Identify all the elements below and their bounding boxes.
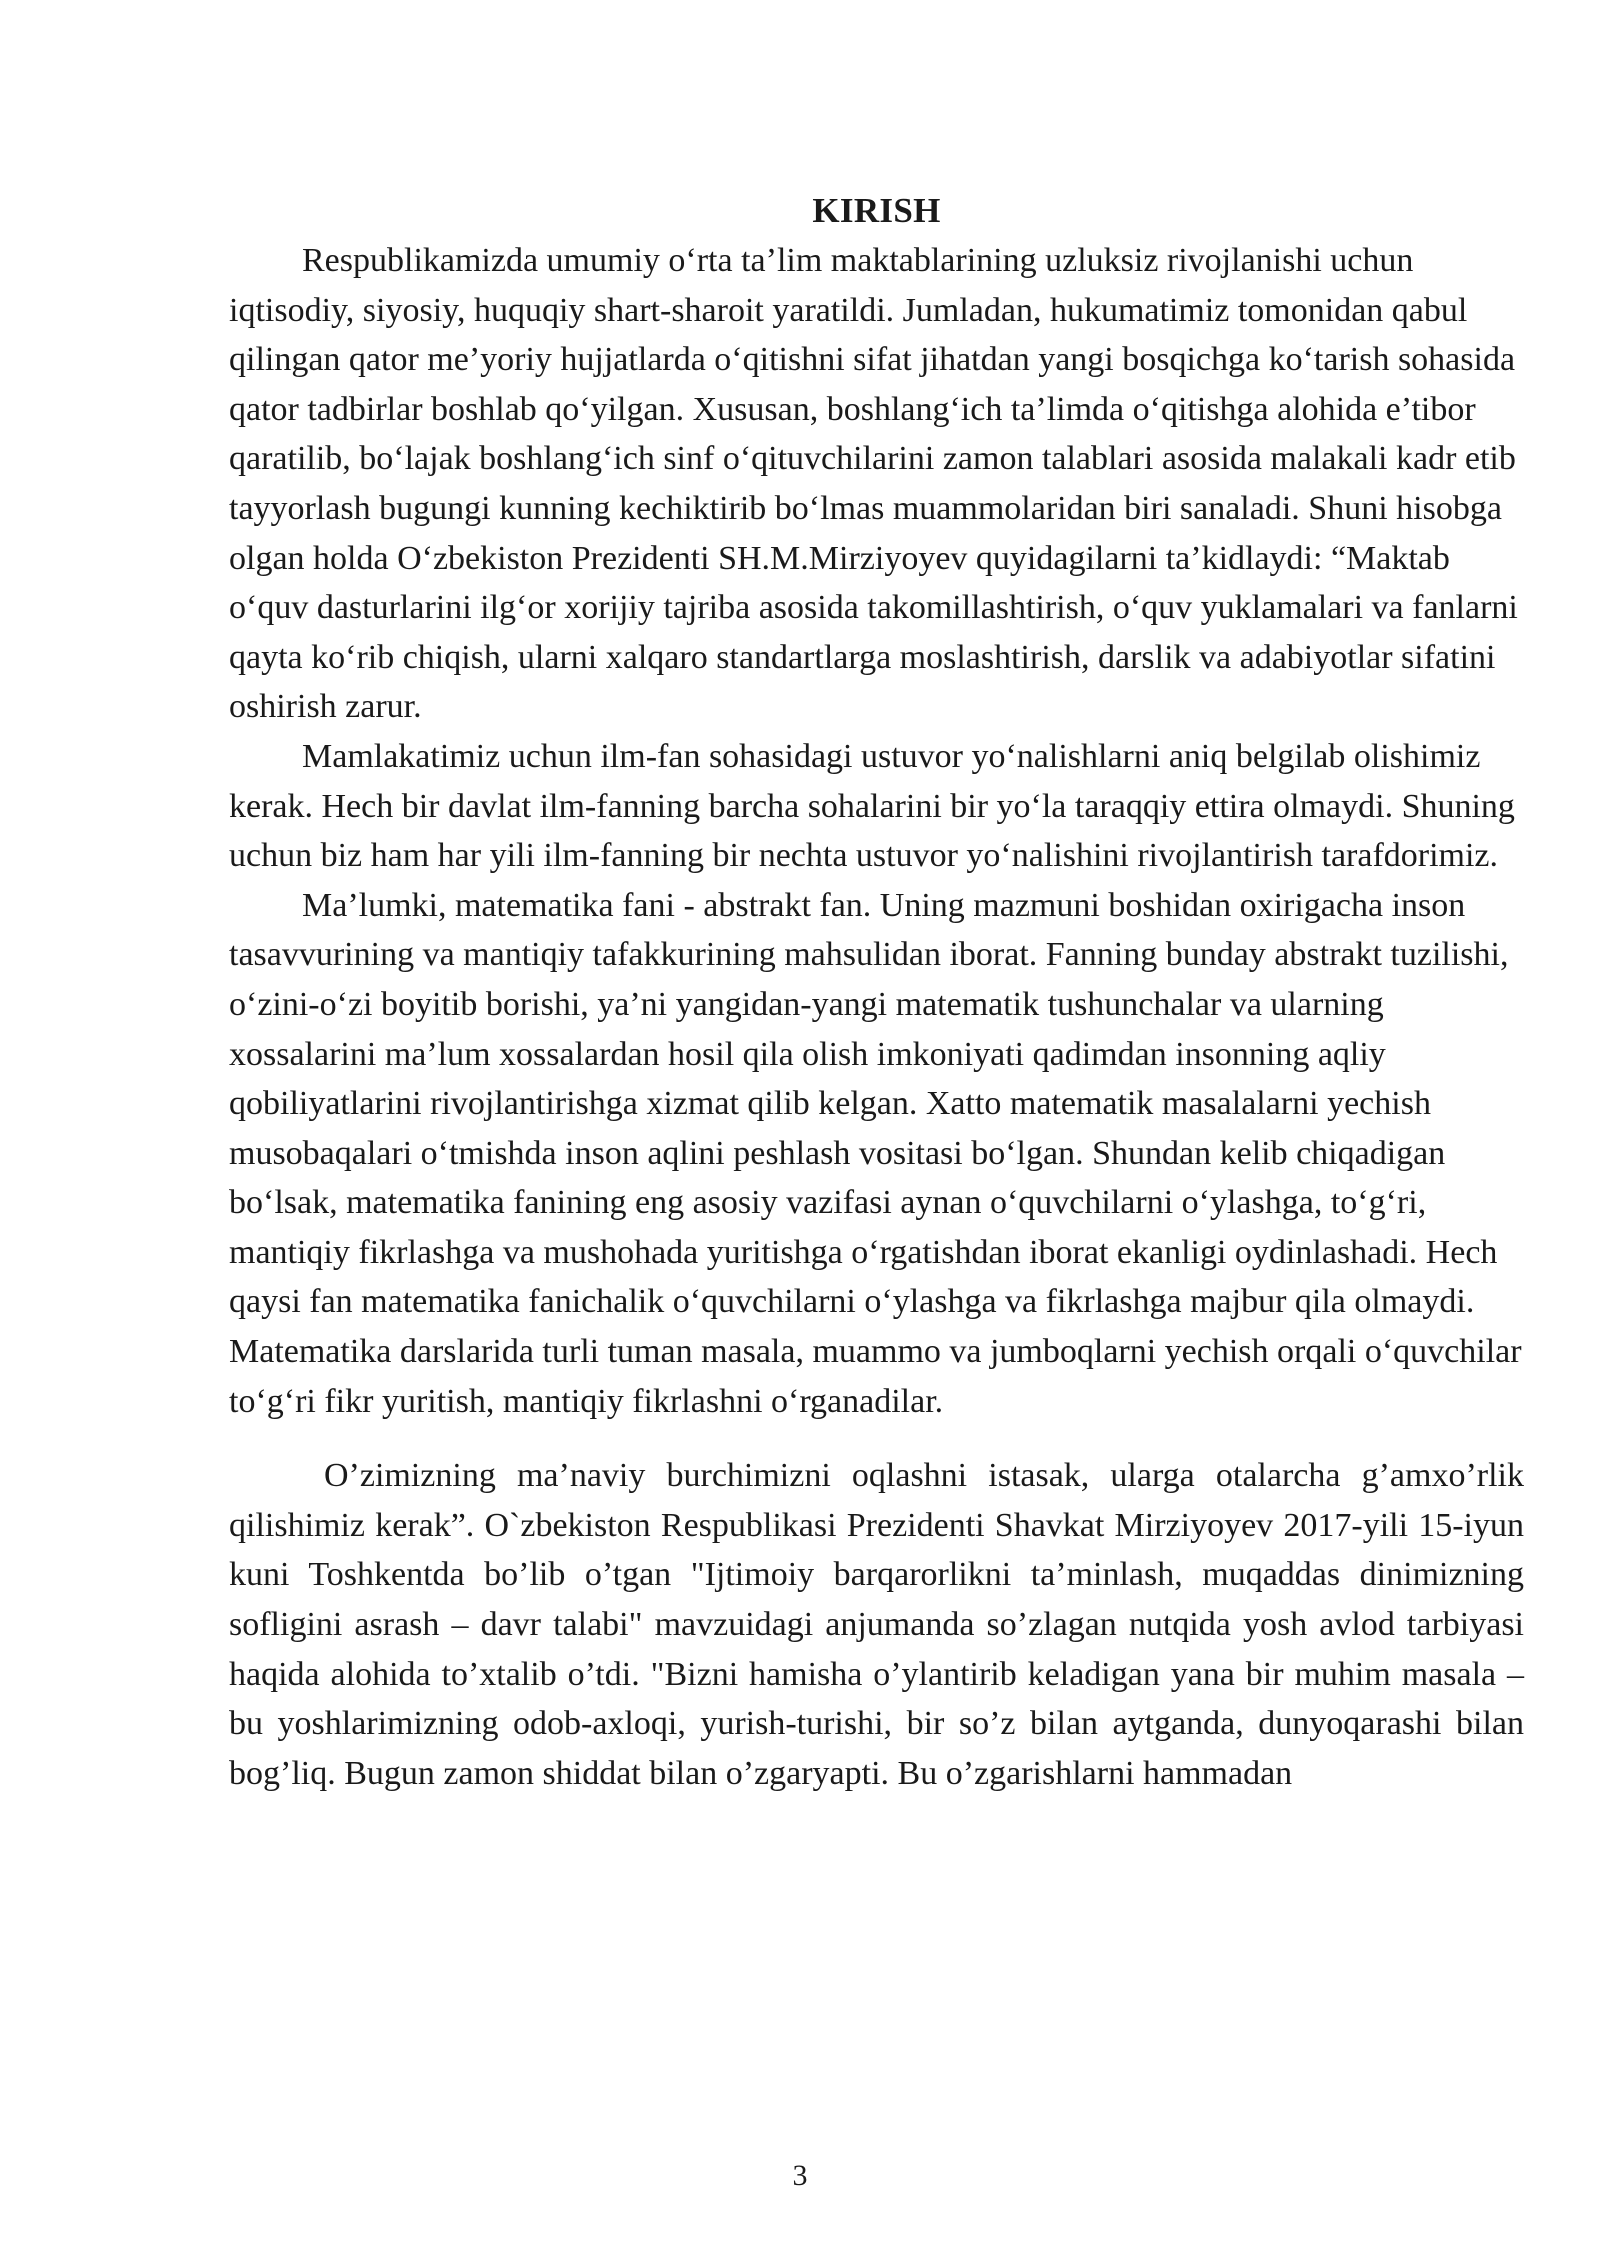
- page-title: KIRISH: [812, 191, 941, 230]
- paragraph-mathematics: Ma’lumki, matematika fani - abstrakt fan. Uning mazmuni boshidan oxirigacha inson tasavvurining va mantiqiy tafakkurining mahsulidan iborat. Fanning bunday abstrakt tuzilishi, o‘zini-o‘zi boyitib borishi, ya’ni yangidan-yangi matematik tushunchalar va ularning xossalarini ma’lum xossalardan hosil qila olish imkoniyati qadimdan insonning aqliy qobiliyatlarini rivojlantirishga xizmat qilib kelgan. Xatto matematik masalalarni yechish musobaqalari o‘tmishda inson aqlini peshlash vositasi bo‘lgan. Shundan kelib chiqadigan bo‘lsak, matematika fanining eng asosiy vazifasi aynan o‘quvchilarni o‘ylashga, to‘g‘ri, mantiqiy fikrlashga va mushohada yuritishga o‘rgatishdan iborat ekanligi oydinlashadi. Hech qaysi fan matematika fanichalik o‘quvchilarni o‘ylashga va fikrlashga majbur qila olmaydi. Matematika darslarida turli tuman masala, muammo va jumboqlarni yechish orqali o‘quvchilar to‘g‘ri fikr yuritish, mantiqiy fikrlashni o‘rganadilar.: [229, 886, 1522, 1420]
- paragraph-science-priorities: Mamlakatimiz uchun ilm-fan sohasidagi ustuvor yo‘nalishlarni aniq belgilab olishimiz kerak. Hech bir davlat ilm-fanning barcha sohalarini bir yo‘la taraqqiy ettira olmaydi. Shuning uchun biz ham har yili ilm-fanning bir nechta ustuvor yo‘nalishini rivojlantirish tarafdorimiz.: [229, 737, 1515, 875]
- paragraph-youth-education: O’zimizning ma’naviy burchimizni oqlashni istasak, ularga otalarcha g’amxo’rlik qilishimiz kerak”. O`zbekiston Respublikasi Prezidenti Shavkat Mirziyoyev 2017-yili 15-iyun kuni Toshkentda bo’lib o’tgan "Ijtimoiy barqarorlikni ta’minlash, muqaddas dinimizning sofligini asrash – davr talabi" mavzuidagi anjumanda so’zlagan nutqida yosh avlod tarbiyasi haqida alohida to’xtalib o’tdi. "Bizni hamisha o’ylantirib keladigan yana bir muhim masala – bu yoshlarimizning odob-axloqi, yurish-turishi, bir so’z bilan aytganda, dunyoqarashi bilan bog’liq. Bugun zamon shiddat bilan o’zgaryapti. Bu o’zgarishlarni hammadan: [229, 1457, 1524, 1792]
- page-content: [229, 186, 1524, 1798]
- page-number: 3: [792, 2159, 808, 2192]
- paragraph-intro: Respublikamizda umumiy o‘rta ta’lim maktablarining uzluksiz rivojlanishi uchun iqtisodiy, siyosiy, huquqiy shart-sharoit yaratildi. Jumladan, hukumatimiz tomonidan qabul qilingan qator me’yoriy hujjatlarda o‘qitishni sifat jihatdan yangi bosqichga ko‘tarish sohasida qator tadbirlar boshlab qo‘yilgan. Xususan, boshlang‘ich ta’limda o‘qitishga alohida e’tibor qaratilib, bo‘lajak boshlang‘ich sinf o‘qituvchilarini zamon talablari asosida malakali kadr etib tayyorlash bugungi kunning kechiktirib bo‘lmas muammolaridan biri sanaladi. Shuni hisobga olgan holda O‘zbekiston Prezidenti SH.M.Mirziyoyev quyidagilarni ta’kidlaydi: “Maktab o‘quv dasturlarini ilg‘or xorijiy tajriba asosida takomillashtirish, o‘quv yuklamalari va fanlarni qayta ko‘rib chiqish, ularni xalqaro standartlarga moslashtirish, darslik va adabiyotlar sifatini oshirish zarur.: [229, 242, 1518, 726]
